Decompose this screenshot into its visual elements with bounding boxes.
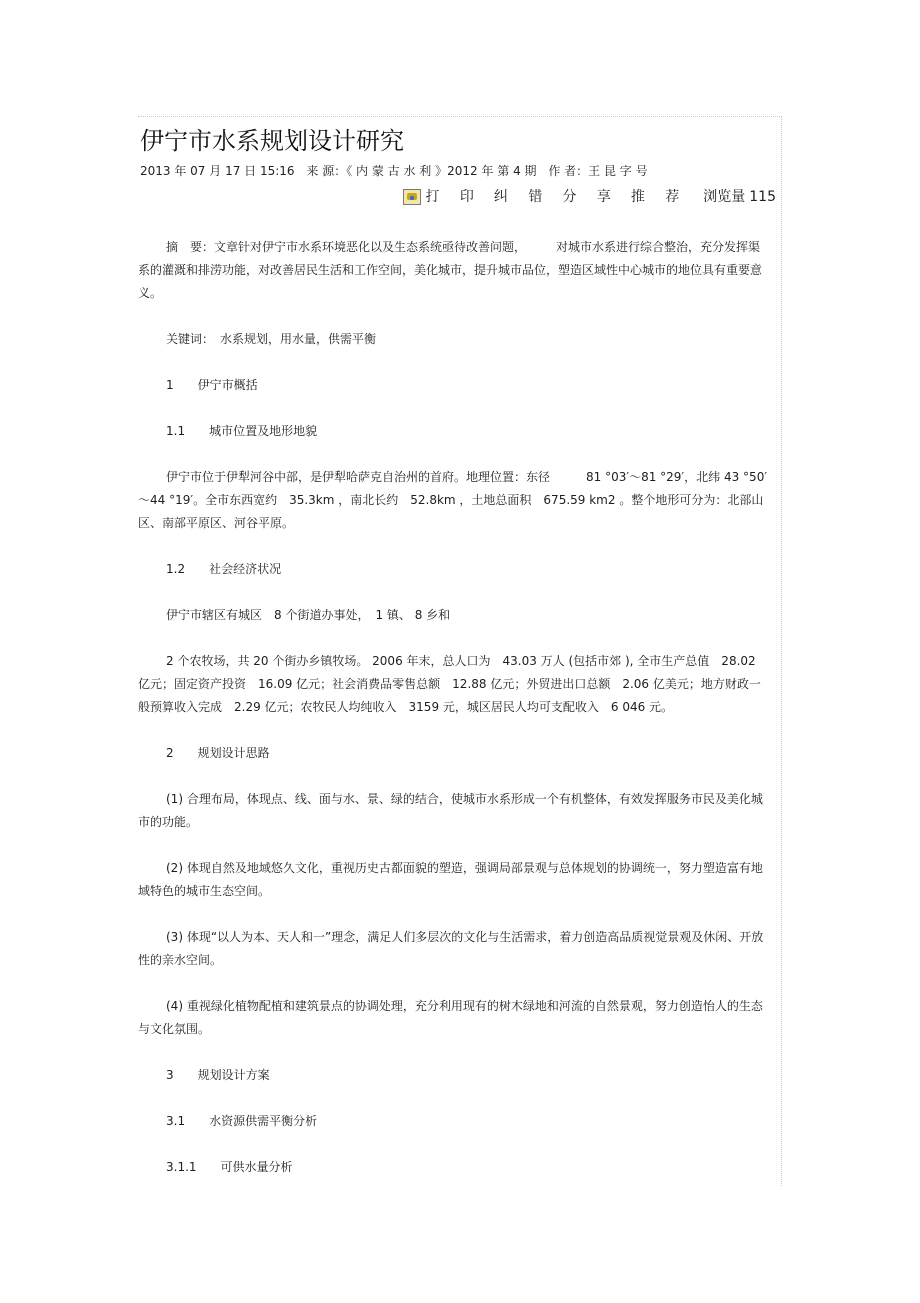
section-heading-2: 2 规划设计思路	[166, 746, 270, 760]
article-meta	[140, 162, 648, 180]
paragraph-2-4: (4) 重视绿化植物配植和建筑景点的协调处理，充分利用现有的树木绿地和河流的自然景观，努力创造怡人的生态与文化氛围。	[138, 999, 763, 1036]
publish-date: 2013 年 07 月 17 日 15:16	[140, 164, 295, 178]
share-link[interactable]: 分 享	[562, 189, 619, 205]
section-heading-1: 1 伊宁市概括	[166, 378, 258, 392]
keywords: 关键词： 水系规划，用水量，供需平衡	[166, 332, 377, 346]
abstract: 摘 要：文章针对伊宁市水系环境恶化以及生态系统亟待改善问题， 对城市水系进行综合整治，充分发挥渠系的灌溉和排涝功能，对改善居民生活和工作空间，美化城市，提升城市品位，塑造区域性中心城市的地位具有重要意义。	[138, 240, 763, 300]
recommend-link[interactable]: 推 荐	[630, 189, 688, 205]
section-heading-1-2: 1.2 社会经济状况	[166, 562, 282, 576]
article-title: 伊宁市水系规划设计研究	[140, 127, 404, 155]
article-author: 作 者：王 昆 字 号	[548, 164, 648, 178]
article-toolbar	[403, 187, 776, 207]
article-source: 来 源：《 内 蒙 古 水 利 》2012 年 第 4 期	[306, 164, 537, 178]
print-link[interactable]: 打 印	[425, 189, 482, 205]
paragraph-1-2a: 伊宁市辖区有城区 8 个街道办事处， 1 镇、 8 乡和	[166, 608, 451, 622]
views-label: 浏览量	[703, 189, 746, 205]
paragraph-2-3: (3) 体现“以人为本、天人和一”理念，满足人们多层次的文化与生活需求，着力创造高品质视觉景观及休闲、开放性的亲水空间。	[138, 930, 764, 967]
article-body	[138, 236, 768, 1179]
print-icon[interactable]	[403, 189, 421, 205]
views-count: 115	[749, 189, 776, 205]
paragraph-1-1: 伊宁市位于伊犁河谷中部，是伊犁哈萨克自治州的首府。地理位置：东径 81 °03′～81 °29′，北纬 43 °50′～44 °19′。全市东西宽约 35.3km ，南北长约 52.8km ，土地总面积 675.59 km2 。整个地形可分为：北部山区、南部平原区、河谷平原。	[138, 470, 768, 530]
section-heading-3-1: 3.1 水资源供需平衡分析	[166, 1114, 318, 1128]
section-heading-3-1-1: 3.1.1 可供水量分析	[166, 1160, 293, 1174]
paragraph-2-2: (2) 体现自然及地域悠久文化，重视历史古都面貌的塑造，强调局部景观与总体规划的协调统一，努力塑造富有地域特色的城市生态空间。	[138, 861, 763, 898]
paragraph-1-2b: 2 个农牧场，共 20 个街办乡镇牧场。 2006 年末，总人口为 43.03 万人 (包括市郊 ), 全市生产总值 28.02 亿元；固定资产投资 16.09 亿元；社会消费品零售总额 12.88 亿元；外贸进出口总额 2.06 亿美元；地方财政一般预算收入完成 2.29 亿元；农牧民人均纯收入 3159 元，城区居民人均可支配收入 6 046 元。	[138, 654, 761, 714]
section-heading-1-1: 1.1 城市位置及地形地貌	[166, 424, 318, 438]
paragraph-2-1: (1) 合理布局，体现点、线、面与水、景、绿的结合，使城市水系形成一个有机整体，有效发挥服务市民及美化城市的功能。	[138, 792, 763, 829]
correct-link[interactable]: 纠 错	[493, 189, 551, 205]
section-heading-3: 3 规划设计方案	[166, 1068, 270, 1082]
